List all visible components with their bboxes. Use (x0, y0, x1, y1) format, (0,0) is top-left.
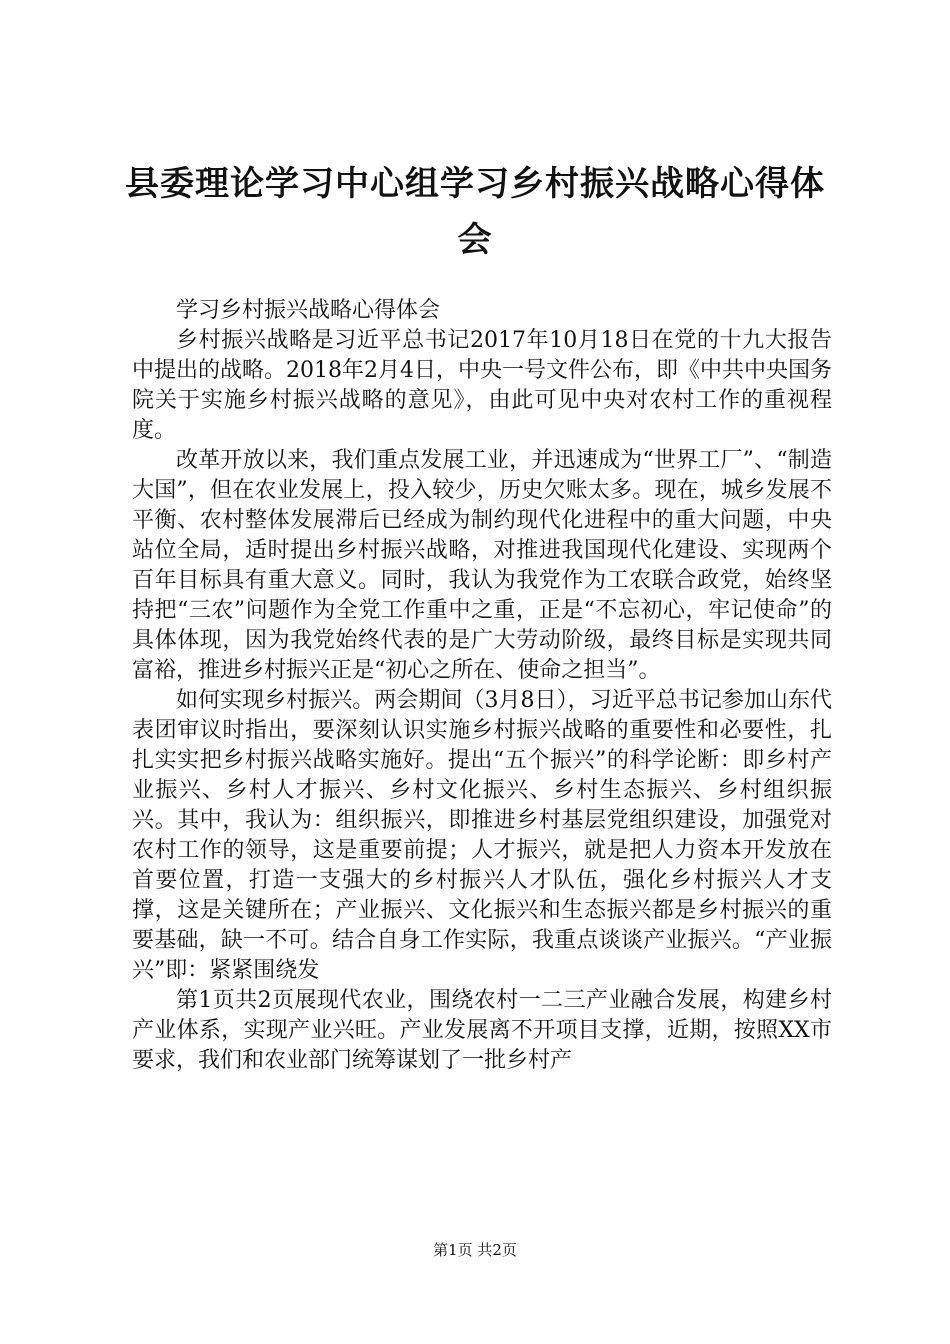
paragraph: 乡村振兴战略是习近平总书记2017年10月18日在党的十九大报告中提出的战略。2018年2月4日，中央一号文件公布，即《中共中央国务院关于实施乡村振兴战略的意见》，由此可见中央对农村工作的重视程度。 (132, 328, 832, 443)
paragraph: 如何实现乡村振兴。两会期间（3月8日），习近平总书记参加山东代表团审议时指出，要深刻认识实施乡村振兴战略的重要性和必要性，扎扎实实把乡村振兴战略实施好。提出“五个振兴”的科学论断：即乡村产业振兴、乡村人才振兴、乡村文化振兴、乡村生态振兴、乡村组织振兴。其中，我认为：组织振兴，即推进乡村基层党组织建设，加强党对农村工作的领导，这是重要前提；人才振兴，就是把人力资本开发放在首要位置，打造一支强大的乡村振兴人才队伍，强化乡村振兴人才支撑，这是关键所在；产业振兴、文化振兴和生态振兴都是乡村振兴的重要基础，缺一不可。结合自身工作实际，我重点谈谈产业振兴。“产业振兴”即：紧紧围绕发 (132, 688, 832, 983)
paragraph: 第1页共2页展现代农业，围绕农村一二三产业融合发展，构建乡村产业体系，实现产业兴旺。产业发展离不开项目支撑，近期，按照XX市要求，我们和农业部门统筹谋划了一批乡村产 (132, 988, 832, 1073)
document-subtitle: 学习乡村振兴战略心得体会 (176, 298, 441, 323)
document-title: 县委理论学习中心组学习乡村振兴战略心得体会 (125, 164, 825, 260)
document-body (132, 296, 832, 1076)
paragraph: 改革开放以来，我们重点发展工业，并迅速成为“世界工厂”、“制造大国”，但在农业发展上，投入较少，历史欠账太多。现在，城乡发展不平衡、农村整体发展滞后已经成为制约现代化进程中的重大问题，中央站位全局，适时提出乡村振兴战略，对推进我国现代化建设、实现两个百年目标具有重大意义。同时，我认为我党作为工农联合政党，始终坚持把“三农”问题作为全党工作重中之重，正是“不忘初心，牢记使命”的具体体现，因为我党始终代表的是广大劳动阶级，最终目标是实现共同富裕，推进乡村振兴正是“初心之所在、使命之担当”。 (132, 448, 832, 683)
page-footer: 第1页 共2页 (433, 1241, 517, 1259)
